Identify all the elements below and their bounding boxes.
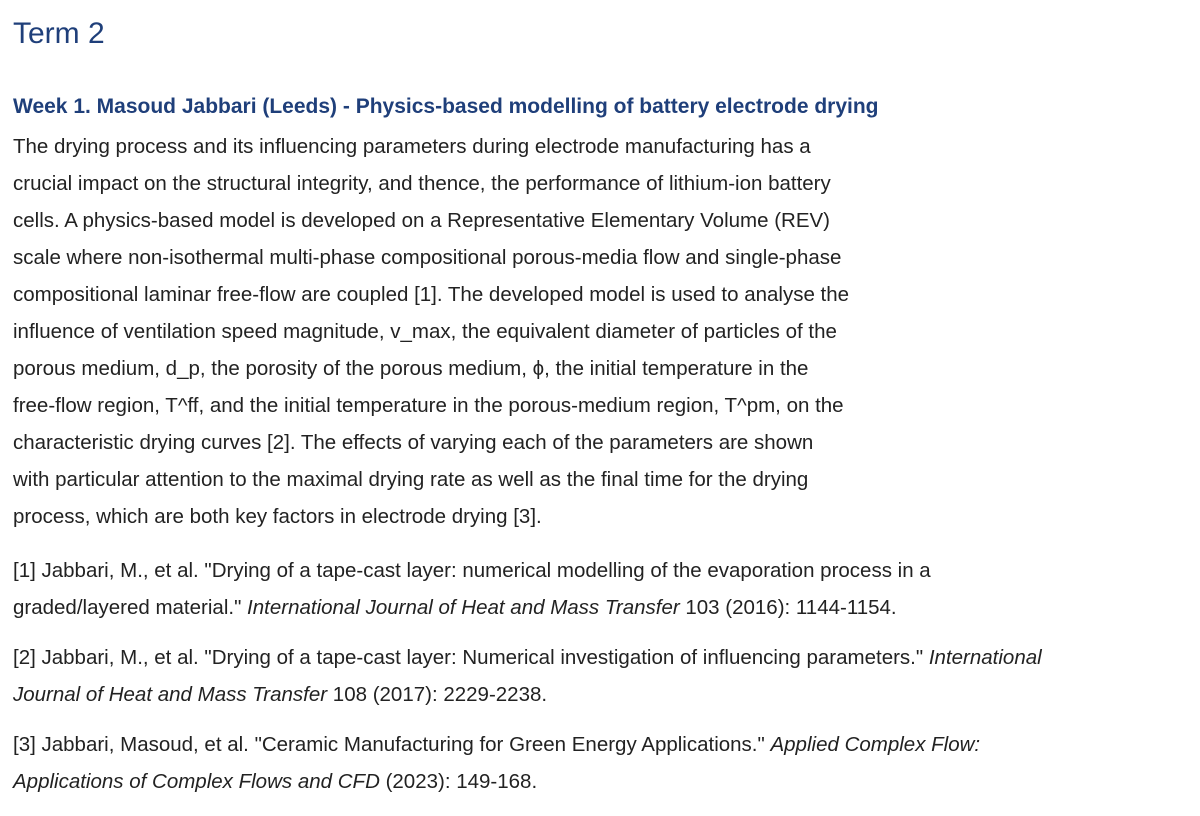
abstract-line: process, which are both key factors in electrode drying [3]. bbox=[13, 505, 542, 528]
reference-2-text: [2] Jabbari, M., et al. "Drying of a tape-cast layer: Numerical investigation of influencing parameters." bbox=[13, 646, 929, 669]
reference-1-line-2 bbox=[13, 589, 1186, 626]
reference-3-line-2 bbox=[13, 763, 1186, 800]
reference-3 bbox=[13, 726, 1186, 800]
reference-3-journal-end: Applications of Complex Flows and CFD bbox=[13, 770, 380, 793]
abstract-line: free-flow region, T^ff, and the initial temperature in the porous-medium region, T^pm, on the bbox=[13, 394, 844, 417]
reference-2 bbox=[13, 639, 1186, 713]
reference-2-journal-start: International bbox=[928, 646, 1042, 669]
abstract-line: crucial impact on the structural integrity, and thence, the performance of lithium-ion battery bbox=[13, 172, 831, 195]
reference-1 bbox=[13, 552, 1186, 626]
reference-1-journal: International Journal of Heat and Mass Transfer bbox=[247, 596, 680, 619]
abstract-paragraph bbox=[13, 128, 1186, 535]
reference-2-line-2 bbox=[13, 676, 1186, 713]
reference-3-line-1 bbox=[13, 726, 1186, 763]
abstract-line: compositional laminar free-flow are coupled [1]. The developed model is used to analyse the bbox=[13, 283, 850, 306]
abstract-line: influence of ventilation speed magnitude, v_max, the equivalent diameter of particles of the bbox=[13, 320, 837, 343]
reference-2-line-1 bbox=[13, 639, 1186, 676]
week-heading: Week 1. Masoud Jabbari (Leeds) - Physics-based modelling of battery electrode drying bbox=[13, 95, 879, 118]
reference-1-text: graded/layered material." bbox=[13, 596, 248, 619]
reference-1-line-1: [1] Jabbari, M., et al. "Drying of a tape-cast layer: numerical modelling of the evaporation process in a bbox=[13, 559, 931, 582]
term-title: Term 2 bbox=[13, 17, 105, 50]
reference-3-details: (2023): 149-168. bbox=[379, 770, 538, 793]
abstract-line: characteristic drying curves [2]. The effects of varying each of the parameters are shown bbox=[13, 431, 814, 454]
abstract-line: porous medium, d_p, the porosity of the porous medium, ϕ, the initial temperature in the bbox=[13, 357, 809, 380]
abstract-line: scale where non-isothermal multi-phase compositional porous-media flow and single-phase bbox=[13, 246, 842, 269]
abstract-line: with particular attention to the maximal drying rate as well as the final time for the drying bbox=[13, 468, 809, 491]
reference-1-details: 103 (2016): 1144-1154. bbox=[679, 596, 897, 619]
reference-3-text: [3] Jabbari, Masoud, et al. "Ceramic Manufacturing for Green Energy Applications." bbox=[13, 733, 771, 756]
abstract-line: cells. A physics-based model is developed on a Representative Elementary Volume (REV) bbox=[13, 209, 831, 232]
reference-3-journal-start: Applied Complex Flow: bbox=[770, 733, 981, 756]
reference-2-details: 108 (2017): 2229-2238. bbox=[327, 683, 548, 706]
abstract-line: The drying process and its influencing parameters during electrode manufacturing has a bbox=[13, 135, 811, 158]
reference-2-journal-end: Journal of Heat and Mass Transfer bbox=[13, 683, 328, 706]
